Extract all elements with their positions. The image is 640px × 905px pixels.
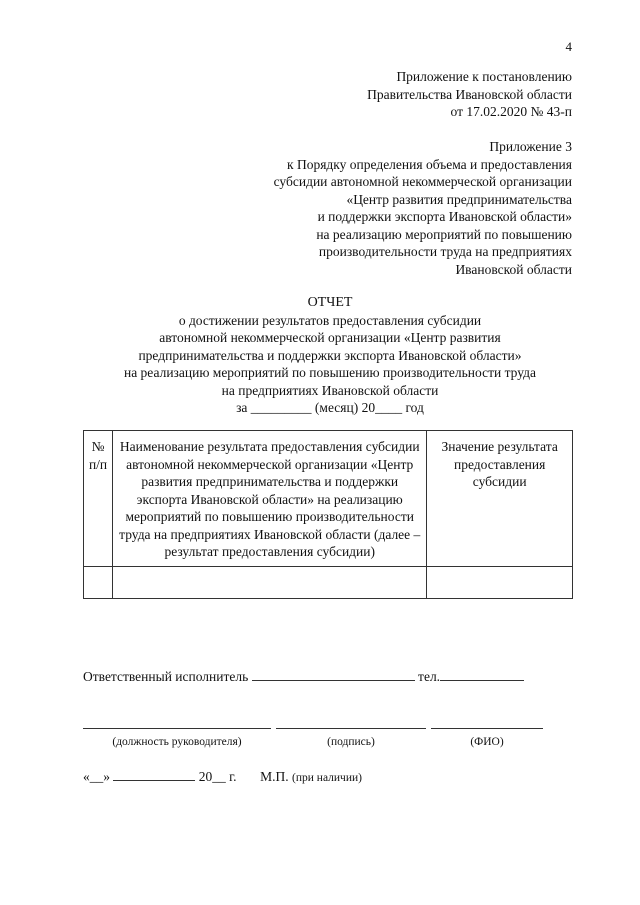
appendix-line: от 17.02.2020 № 43-п: [450, 104, 572, 119]
appendix-line: производительности труда на предприятиях: [318, 244, 572, 259]
appendix-order-block: [112, 138, 572, 278]
report-heading: [60, 294, 600, 417]
appendix-line: на реализацию мероприятий по повышению: [316, 226, 572, 242]
report-title: ОТЧЕТ: [307, 295, 353, 310]
header-name: Наименование результата предоставления субсидии автономной некоммерческой организации «Центр развития предпринимательства и поддержки экспорта Ивановской области» на реализацию мероприятий по повышению производительности труда на предприятиях Ивановской области (далее – результат предоставления субсидии): [113, 431, 427, 567]
report-subtitle-line: на реализацию мероприятий по повышению производительности труда: [123, 365, 537, 380]
stamp-note: (при наличии): [292, 772, 362, 784]
phone-label: тел.: [418, 669, 441, 684]
date-year: 20__ г.: [198, 769, 237, 784]
executor-line: [83, 668, 524, 686]
date-line: [83, 768, 362, 788]
appendix-line: субсидии автономной некоммерческой организации: [273, 174, 572, 189]
caption-full-name: (ФИО): [470, 736, 504, 748]
appendix-line: Приложение 3: [489, 139, 572, 154]
full-name-field[interactable]: [431, 728, 543, 729]
cell-num[interactable]: [84, 566, 113, 598]
appendix-line: Ивановской области: [455, 261, 572, 277]
report-subtitle-line: автономной некоммерческой организации «Центр развития: [159, 330, 501, 345]
appendix-line: «Центр развития предпринимательства: [346, 191, 572, 207]
page-number: 4: [565, 39, 572, 54]
date-day: «__»: [83, 769, 110, 784]
executor-label: Ответственный исполнитель: [83, 669, 249, 684]
executor-name-field[interactable]: [252, 668, 415, 681]
appendix-line: Правительства Ивановской области: [367, 86, 572, 102]
cell-value[interactable]: [427, 566, 573, 598]
table-row: [84, 566, 573, 598]
report-subtitle-line: предпринимательства и поддержки экспорта Ивановской области»: [138, 347, 522, 363]
result-table: [83, 430, 573, 599]
appendix-line: к Порядку определения объема и предоставления: [287, 156, 572, 172]
signature-field[interactable]: [276, 728, 426, 729]
date-month-field[interactable]: [113, 768, 195, 781]
caption-signature: (подпись): [327, 736, 375, 748]
stamp-label: М.П.: [260, 769, 289, 784]
caption-position: (должность руководителя): [112, 736, 242, 748]
header-value: Значение результата предоставления субсидии: [427, 431, 573, 567]
appendix-line: и поддержки экспорта Ивановской области»: [317, 209, 572, 224]
report-subtitle-line: о достижении результатов предоставления субсидии: [178, 312, 482, 328]
phone-field[interactable]: [440, 668, 524, 681]
appendix-line: Приложение к постановлению: [396, 69, 572, 84]
cell-name[interactable]: [113, 566, 427, 598]
report-period-line: за _________ (месяц) 20____ год: [236, 400, 424, 415]
appendix-resolution-block: [112, 68, 572, 121]
position-field[interactable]: [83, 728, 271, 729]
table-header-row: [84, 431, 573, 567]
header-num: № п/п: [84, 431, 113, 567]
report-subtitle-line: на предприятиях Ивановской области: [221, 382, 439, 398]
